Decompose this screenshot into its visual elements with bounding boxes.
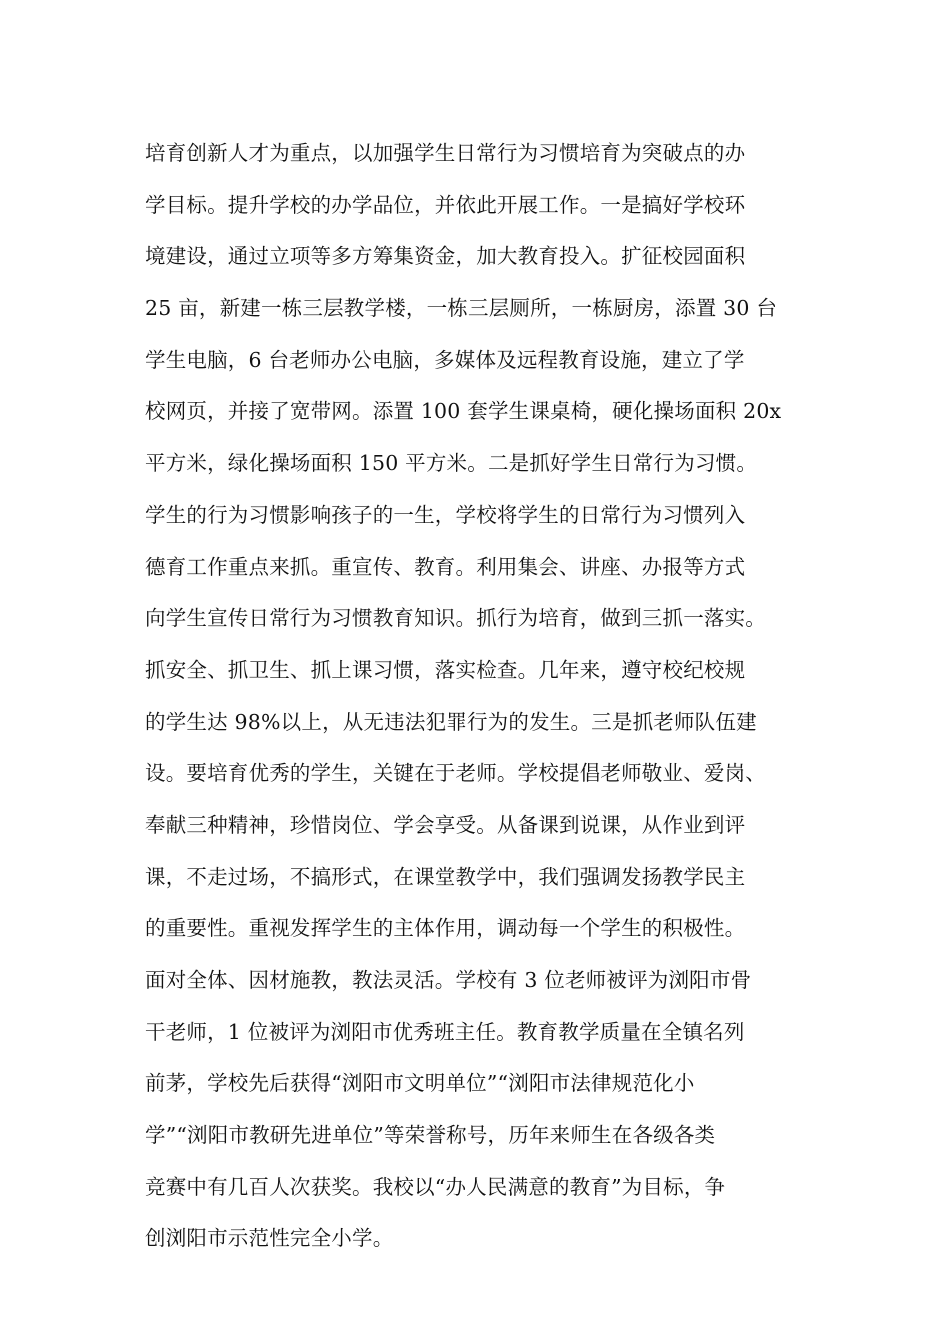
text-line: 向学生宣传日常行为习惯教育知识。抓行为培育，做到三抓一落实。 <box>145 606 766 631</box>
text-line: 设。要培育优秀的学生，关键在于老师。学校提倡老师敬业、爱岗、 <box>145 761 766 786</box>
text-line: 校网页，并接了宽带网。添置 100 套学生课桌椅，硬化操场面积 20x <box>145 399 782 424</box>
text-line: 培育创新人才为重点，以加强学生日常行为习惯培育为突破点的办 <box>145 141 746 165</box>
text-line: 面对全体、因材施教，教法灵活。学校有 3 位老师被评为浏阳市骨 <box>145 968 752 992</box>
text-line: 学目标。提升学校的办学品位，并依此开展工作。一是搞好学校环 <box>145 192 746 217</box>
text-line: 课，不走过场，不搞形式，在课堂教学中，我们强调发扬教学民主 <box>145 864 746 889</box>
text-line: 创浏阳市示范性完全小学。 <box>145 1226 394 1251</box>
text-line: 干老师，1 位被评为浏阳市优秀班主任。教育教学质量在全镇名列 <box>145 1019 745 1044</box>
text-line: 德育工作重点来抓。重宣传、教育。利用集会、讲座、办报等方式 <box>145 554 746 579</box>
text-line: 学生电脑，6 台老师办公电脑，多媒体及远程教育设施，建立了学 <box>145 347 745 372</box>
text-line: 25 亩，新建一栋三层教学楼，一栋三层厕所，一栋厨房，添置 30 台 <box>145 296 778 321</box>
text-line: 的学生达 98%以上，从无违法犯罪行为的发生。三是抓老师队伍建 <box>145 709 757 734</box>
text-line: 奉献三种精神，珍惜岗位、学会享受。从备课到说课，从作业到评 <box>145 812 746 837</box>
body-paragraph <box>145 128 835 1265</box>
text-line: 前茅，学校先后获得“浏阳市文明单位”“浏阳市法律规范化小 <box>145 1071 695 1096</box>
text-line: 的重要性。重视发挥学生的主体作用，调动每一个学生的积极性。 <box>145 916 746 941</box>
text-line: 竞赛中有几百人次获奖。我校以“办人民满意的教育”为目标，争 <box>145 1174 726 1199</box>
text-line: 学”“浏阳市教研先进单位”等荣誉称号，历年来师生在各级各类 <box>145 1123 716 1148</box>
text-line: 境建设，通过立项等多方筹集资金，加大教育投入。扩征校园面积 <box>145 244 746 269</box>
text-line: 学生的行为习惯影响孩子的一生，学校将学生的日常行为习惯列入 <box>145 502 746 527</box>
text-line: 抓安全、抓卫生、抓上课习惯，落实检查。几年来，遵守校纪校规 <box>145 657 746 682</box>
text-line: 平方米，绿化操场面积 150 平方米。二是抓好学生日常行为习惯。 <box>145 451 758 476</box>
